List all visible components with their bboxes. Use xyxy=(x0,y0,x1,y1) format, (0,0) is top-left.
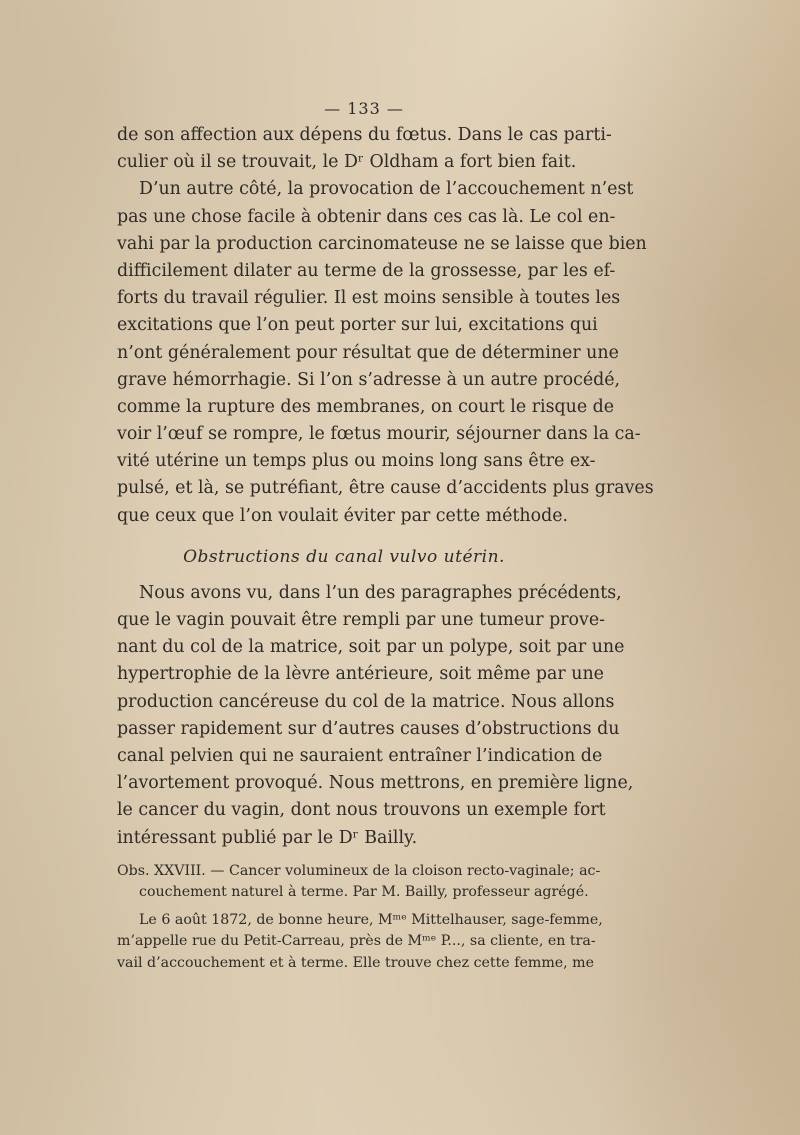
text-line: que le vagin pouvait être rempli par une tumeur prove- xyxy=(117,610,605,630)
text-line: excitations que l’on peut porter sur lui, excitations qui xyxy=(117,315,598,336)
text-line: voir l’œuf se rompre, le fœtus mourir, séjourner dans la ca- xyxy=(117,424,641,445)
text-line: nant du col de la matrice, soit par un polype, soit par une xyxy=(117,637,625,658)
text-line: canal pelvien qui ne sauraient entraîner l’indication de xyxy=(117,745,603,766)
text-line: le cancer du vagin, dont nous trouvons un exemple fort xyxy=(117,800,606,821)
text-line: production cancéreuse du col de la matrice. Nous allons xyxy=(117,691,615,712)
text-block xyxy=(117,96,654,974)
paragraph-obstructions xyxy=(117,580,634,852)
text-line: couchement naturel à terme. Par M. Bailly, professeur agrégé. xyxy=(139,884,589,901)
text-line: hypertrophie de la lèvre antérieure, soit même par une xyxy=(117,664,604,685)
paragraph-continuation xyxy=(117,122,612,176)
text-line: grave hémorrhagie. Si l’on s’adresse à un autre procédé, xyxy=(117,369,621,390)
page-number: — 133 — xyxy=(324,99,404,118)
observation-text xyxy=(117,910,603,975)
text-line: comme la rupture des membranes, on court le risque de xyxy=(117,396,615,417)
text-line: m’appelle rue du Petit-Carreau, près de Mᵐᵉ P..., sa cliente, en tra- xyxy=(117,933,596,950)
observation-title xyxy=(117,861,601,904)
text-line: que ceux que l’on voulait éviter par cette méthode. xyxy=(117,505,569,526)
text-line: l’avortement provoqué. Nous mettrons, en première ligne, xyxy=(117,773,634,794)
section-heading: Obstructions du canal vulvo utérin. xyxy=(183,546,505,567)
text-line: D’un autre côté, la provocation de l’accouchement n’est xyxy=(139,179,634,200)
text-line: pas une chose facile à obtenir dans ces cas là. Le col en- xyxy=(117,206,616,227)
text-line: Le 6 août 1872, de bonne heure, Mᵐᵉ Mittelhauser, sage-femme, xyxy=(139,911,603,928)
paragraph-provocation xyxy=(117,176,654,529)
text-line: difficilement dilater au terme de la grossesse, par les ef- xyxy=(117,260,616,281)
text-line: Obs. XXVIII. — Cancer volumineux de la cloison recto-vaginale; ac- xyxy=(117,862,601,879)
text-line: culier où il se trouvait, le Dʳ Oldham a fort bien fait. xyxy=(117,152,577,173)
text-line: vité utérine un temps plus ou moins long sans être ex- xyxy=(117,451,596,472)
text-line: passer rapidement sur d’autres causes d’obstructions du xyxy=(117,718,620,739)
text-line: n’ont généralement pour résultat que de déterminer une xyxy=(117,342,619,363)
text-line: vahi par la production carcinomateuse ne se laisse que bien xyxy=(117,233,647,254)
text-line: intéressant publié par le Dʳ Bailly. xyxy=(117,827,418,848)
text-line: de son affection aux dépens du fœtus. Dans le cas parti- xyxy=(117,125,612,145)
text-line: pulsé, et là, se putréfiant, être cause d’accidents plus graves xyxy=(117,478,654,499)
text-line: forts du travail régulier. Il est moins sensible à toutes les xyxy=(117,288,621,309)
text-line: vail d’accouchement et à terme. Elle trouve chez cette femme, me xyxy=(117,954,595,971)
text-line: Nous avons vu, dans l’un des paragraphes précédents, xyxy=(139,582,622,603)
